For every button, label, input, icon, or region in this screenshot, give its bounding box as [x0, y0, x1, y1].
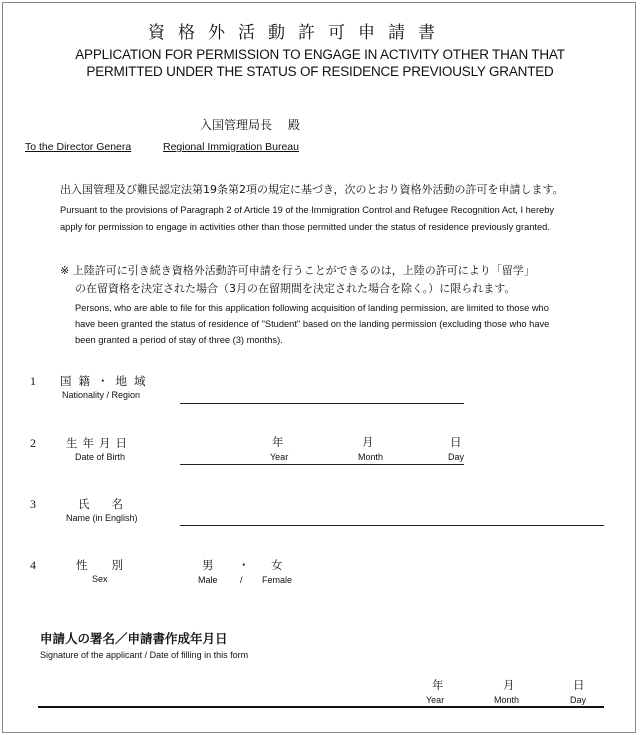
pursuant-text-jp: 出入国管理及び難民認定法第19条第2項の規定に基づき，次のとおり資格外活動の許可を申請します。	[60, 183, 564, 196]
sex-male-jp[interactable]: 男	[202, 558, 214, 572]
note-text-jp-line2: の在留資格を決定された場合（3月の在留期間を決定された場合を除く。）に限られます。	[75, 282, 516, 295]
sex-label-jp: 性別	[76, 558, 147, 572]
note-text-jp-line1: ※ 上陸許可に引き続き資格外活動許可申請を行うことができるのは，上陸の許可により「留学」	[60, 264, 535, 277]
name-label-en: Name (in English)	[66, 513, 138, 523]
note-text-en-line3: been granted a period of stay of three (3) months).	[75, 335, 283, 345]
nationality-input-line[interactable]	[180, 403, 464, 404]
name-label-jp: 氏名	[78, 497, 145, 511]
signature-month-jp: 月	[503, 678, 515, 692]
addressee-jp: 入国管理局長 殿	[200, 118, 300, 132]
addressee-en-right: Regional Immigration Bureau	[163, 141, 299, 153]
dob-input-line[interactable]	[180, 464, 464, 465]
signature-month-en: Month	[494, 695, 520, 705]
sex-female-jp[interactable]: 女	[271, 558, 283, 572]
addressee-en-left: To the Director Genera	[25, 141, 132, 153]
sex-female-en[interactable]: Female	[262, 575, 293, 585]
sex-separator-slash: /	[240, 575, 243, 585]
note-text-en-line1: Persons, who are able to file for this application following acquisition of landing permission, are limited to those who	[75, 303, 549, 313]
sex-label-en: Sex	[92, 574, 108, 584]
dob-day-en: Day	[448, 452, 465, 462]
dob-year-jp: 年	[272, 435, 284, 449]
signature-day-jp: 日	[573, 678, 585, 692]
name-input-line[interactable]	[180, 525, 604, 526]
dob-month-en: Month	[358, 452, 384, 462]
pursuant-text-en-line2: apply for permission to engage in activities other than those permitted under the status of residence previously granted.	[60, 222, 550, 232]
signature-day-en: Day	[570, 695, 587, 705]
dob-label-en: Date of Birth	[75, 452, 126, 462]
pursuant-text-en-line1: Pursuant to the provisions of Paragraph 2 of Article 19 of the Immigration Control and Refugee Recognition Act, I hereby	[60, 205, 555, 215]
form-border	[2, 2, 636, 733]
form-title-en-line1: APPLICATION FOR PERMISSION TO ENGAGE IN ACTIVITY OTHER THAN THAT	[75, 47, 565, 62]
field-number-4: 4	[30, 558, 36, 572]
signature-year-jp: 年	[432, 678, 444, 692]
field-number-3: 3	[30, 497, 36, 511]
form-title-jp: 資格外活動許可申請書	[148, 23, 448, 43]
signature-year-en: Year	[426, 695, 445, 705]
form-title-en-line2: PERMITTED UNDER THE STATUS OF RESIDENCE PREVIOUSLY GRANTED	[86, 64, 554, 79]
dob-day-jp: 日	[450, 435, 462, 449]
dob-month-jp: 月	[362, 435, 374, 449]
nationality-label-jp: 国籍・地域	[60, 374, 153, 388]
signature-label-jp: 申請人の署名／申請書作成年月日	[40, 631, 228, 646]
dob-year-en: Year	[270, 452, 289, 462]
nationality-label-en: Nationality / Region	[62, 390, 141, 400]
note-text-en-line2: have been granted the status of residence of "Student" based on the landing permission (excluding those who have	[75, 319, 550, 329]
field-number-1: 1	[30, 374, 36, 388]
sex-separator-dot: ・	[238, 558, 250, 572]
signature-label-en: Signature of the applicant / Date of filling in this form	[40, 650, 249, 660]
field-number-2: 2	[30, 436, 36, 450]
signature-input-line[interactable]	[38, 706, 604, 708]
sex-male-en[interactable]: Male	[198, 575, 218, 585]
dob-label-jp: 生年月日	[66, 436, 132, 450]
